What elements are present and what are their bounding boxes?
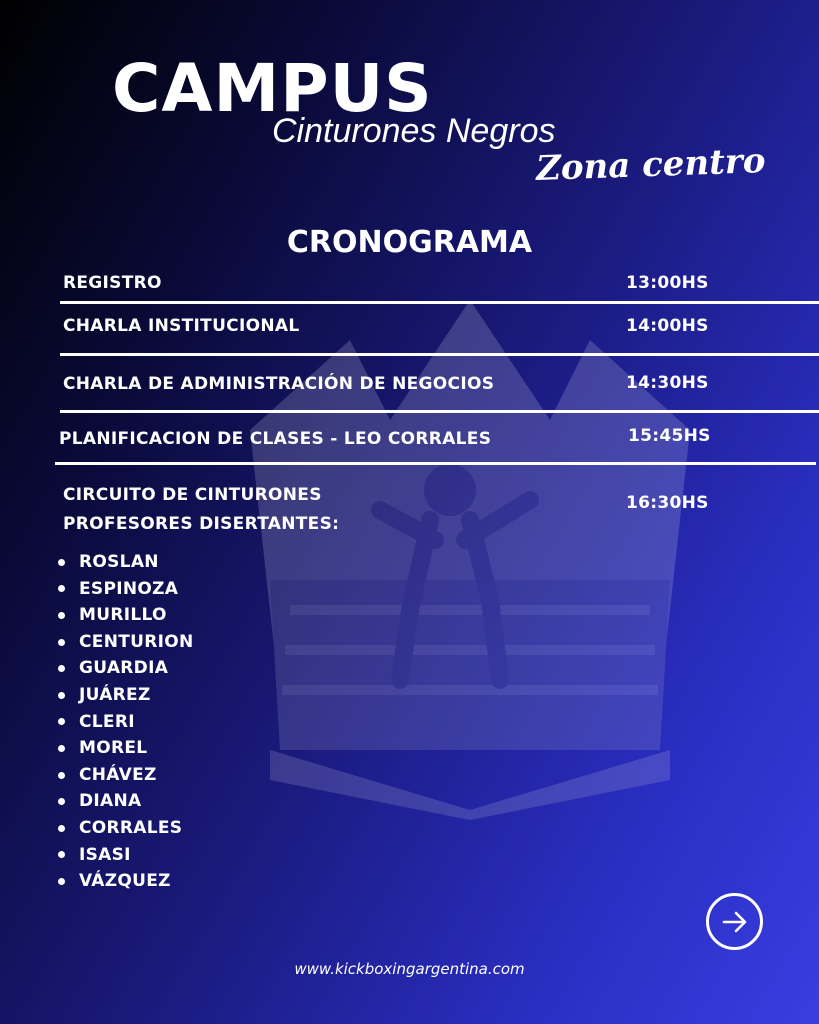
speaker-name: ROSLAN	[79, 552, 159, 572]
schedule-row-time: 14:00HS	[626, 316, 709, 336]
list-item	[58, 868, 194, 895]
bullet-icon	[58, 718, 65, 725]
speaker-name: ESPINOZA	[79, 578, 179, 599]
schedule-row-time: 13:00HS	[626, 273, 709, 293]
list-item	[58, 842, 194, 869]
speaker-name: GUARDIA	[79, 658, 169, 679]
list-item	[58, 709, 194, 736]
bullet-icon	[58, 692, 65, 699]
speakers-list	[58, 549, 194, 895]
speaker-name: CHÁVEZ	[79, 764, 157, 785]
list-item	[58, 735, 194, 762]
speaker-name: JUÁREZ	[79, 684, 151, 705]
schedule-row-label-line2: PROFESORES DISERTANTES:	[63, 514, 340, 534]
bullet-icon	[58, 825, 65, 832]
speaker-name: CORRALES	[79, 817, 183, 838]
bullet-icon	[58, 639, 65, 646]
campus-title: CAMPUS	[112, 50, 433, 127]
divider	[55, 462, 816, 465]
speaker-name: DIANA	[79, 791, 142, 812]
list-item	[58, 762, 194, 789]
list-item	[58, 815, 194, 842]
bullet-icon	[58, 585, 65, 592]
bullet-icon	[58, 851, 65, 858]
list-item	[58, 629, 194, 656]
divider	[60, 410, 819, 413]
list-item	[58, 602, 194, 629]
list-item	[58, 655, 194, 682]
speaker-name: MURILLO	[79, 605, 167, 626]
schedule-row-time: 14:30HS	[626, 373, 709, 393]
schedule-row-label: CHARLA DE ADMINISTRACIÓN DE NEGOCIOS	[63, 374, 495, 394]
bullet-icon	[58, 665, 65, 672]
zona-tagline: Zona centro	[535, 141, 767, 189]
schedule-row-label: REGISTRO	[63, 273, 162, 293]
crown-ring-emblem	[230, 280, 710, 820]
divider	[60, 353, 819, 356]
schedule-row-label: CHARLA INSTITUCIONAL	[63, 316, 300, 336]
list-item	[58, 682, 194, 709]
cinturones-subtitle: Cinturones Negros	[272, 112, 556, 150]
list-item	[58, 576, 194, 603]
speaker-name: CENTURION	[79, 631, 194, 652]
arrow-right-icon	[720, 907, 750, 937]
schedule-row-label: CIRCUITO DE CINTURONES	[63, 485, 322, 505]
divider	[60, 301, 819, 304]
list-item	[58, 549, 194, 576]
speaker-name: VÁZQUEZ	[79, 871, 171, 892]
schedule-heading: CRONOGRAMA	[286, 225, 533, 260]
speaker-name: ISASI	[79, 844, 131, 865]
speaker-name: CLERI	[79, 711, 135, 732]
website-link[interactable]: www.kickboxingargentina.com	[294, 960, 525, 978]
next-button[interactable]	[706, 893, 763, 950]
bullet-icon	[58, 745, 65, 752]
bullet-icon	[58, 772, 65, 779]
bullet-icon	[58, 878, 65, 885]
schedule-row-label: PLANIFICACION DE CLASES - LEO CORRALES	[59, 429, 492, 449]
schedule-row-time: 15:45HS	[628, 426, 711, 446]
schedule-row-time: 16:30HS	[626, 493, 709, 513]
bullet-icon	[58, 612, 65, 619]
bullet-icon	[58, 798, 65, 805]
bullet-icon	[58, 559, 65, 566]
speaker-name: MOREL	[79, 738, 148, 759]
list-item	[58, 788, 194, 815]
